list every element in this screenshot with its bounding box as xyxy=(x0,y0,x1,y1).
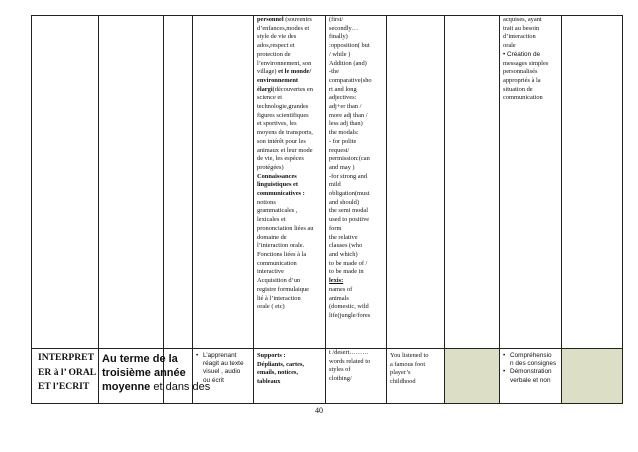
competence-title-line: ET l’ECRIT xyxy=(38,381,90,392)
text-line xyxy=(257,260,322,269)
line-text: to be made of / xyxy=(329,259,368,267)
text-line xyxy=(329,349,383,358)
text-line xyxy=(257,33,322,42)
text-line xyxy=(257,378,322,387)
curriculum-table xyxy=(31,15,623,404)
text-line xyxy=(390,361,441,370)
text-line xyxy=(257,60,322,69)
line-text: the relative xyxy=(329,233,358,241)
text-line xyxy=(257,303,322,312)
cell-objectifs xyxy=(193,349,254,404)
composante-title-line xyxy=(102,366,186,380)
text-line xyxy=(503,42,558,51)
competence-title-line: INTERPRET xyxy=(38,352,94,363)
page-number: 40 xyxy=(315,406,323,415)
text-line xyxy=(257,352,322,361)
line-text: protégées) xyxy=(257,163,284,171)
text-line xyxy=(390,378,441,387)
line-text: and which) xyxy=(329,250,358,258)
line-text: lexicales et xyxy=(257,216,286,224)
line-text: et sportives, les xyxy=(257,120,297,128)
composante-title-line xyxy=(102,380,211,394)
text-line xyxy=(503,94,558,103)
cell-competence-title xyxy=(32,349,99,404)
line-text: son intérêt pour les xyxy=(257,137,306,145)
line-text: personnel xyxy=(257,16,284,23)
cell-composante xyxy=(99,16,164,349)
text-line xyxy=(329,268,383,277)
text-line xyxy=(329,51,383,60)
line-text: environnement xyxy=(257,76,299,84)
text-line xyxy=(257,181,322,190)
text-line xyxy=(257,173,322,182)
line-text: communication xyxy=(503,94,543,102)
text-line xyxy=(257,361,322,370)
line-text: obligation(must xyxy=(329,190,370,198)
text-line xyxy=(329,164,383,173)
line-text: appropriés à la xyxy=(503,76,541,84)
line-text: emails, notices, xyxy=(257,369,298,377)
line-text: Connaissances xyxy=(257,172,297,180)
text-line xyxy=(257,277,322,286)
text-line xyxy=(257,216,322,225)
line-text: communication xyxy=(257,259,297,267)
text-line xyxy=(503,68,558,77)
line-text: animaux et leur mode xyxy=(257,146,313,154)
line-text: animals xyxy=(329,294,349,302)
cell-situation xyxy=(387,349,445,404)
text-line xyxy=(503,86,558,95)
cell-ressources xyxy=(254,16,326,349)
text-line xyxy=(503,377,558,385)
cell-competence xyxy=(32,16,99,349)
line-text: :opposition( but xyxy=(329,42,370,50)
line-text: less adj than) xyxy=(329,120,363,128)
line-text: Acquisition d’un xyxy=(257,277,301,285)
text-line xyxy=(329,94,383,103)
line-text: a famous foot xyxy=(390,360,426,368)
text-line xyxy=(329,173,383,182)
line-text: trait au besoin xyxy=(503,24,540,32)
line-text: Addition (and) xyxy=(329,59,367,67)
line-text: used to positive xyxy=(329,216,370,224)
text-line xyxy=(257,155,322,164)
line-text: orale xyxy=(503,42,516,50)
line-text: troisième année xyxy=(102,367,186,379)
line-text: acquises, ayant xyxy=(503,16,542,23)
line-text: protection de xyxy=(257,50,291,58)
text-line xyxy=(257,234,322,243)
line-text: personnalisés xyxy=(503,68,538,76)
line-text: l’interaction orale. xyxy=(257,242,305,250)
line-text: and should) xyxy=(329,198,359,206)
text-line xyxy=(329,25,383,34)
text-line xyxy=(390,369,441,378)
text-line xyxy=(503,33,558,42)
text-line xyxy=(329,16,383,25)
line-text: tableaux xyxy=(257,378,281,386)
text-line xyxy=(257,77,322,86)
line-text: and may ) xyxy=(329,163,355,171)
text-line xyxy=(257,147,322,156)
line-text: request/ xyxy=(329,146,350,154)
line-text: mild xyxy=(329,181,341,189)
line-text-suffix: (souvenirs xyxy=(283,16,312,23)
line-text: science et xyxy=(257,94,283,102)
text-line xyxy=(196,352,250,360)
text-line xyxy=(329,68,383,77)
text-line xyxy=(257,51,322,60)
line-text: domaine de xyxy=(257,233,287,241)
line-text: d’enfances,modes et xyxy=(257,24,310,32)
line-text: comparative(sho xyxy=(329,76,372,84)
line-text: verbale et non xyxy=(510,376,551,384)
text-line xyxy=(390,352,441,361)
text-line xyxy=(503,16,558,25)
line-text: form xyxy=(329,224,342,232)
line-text-suffix: et le monde/ xyxy=(278,68,312,76)
text-line xyxy=(329,375,383,384)
line-text: village) xyxy=(257,68,279,76)
text-line xyxy=(329,181,383,190)
text-line xyxy=(257,129,322,138)
cell-criteres xyxy=(500,16,562,349)
bullet-icon: • xyxy=(503,352,506,359)
bullet-icon: • xyxy=(196,352,199,359)
text-line xyxy=(257,295,322,304)
line-text: situation de xyxy=(503,85,533,93)
line-text: Supports : xyxy=(257,352,286,359)
text-line xyxy=(257,68,322,77)
line-text: orale ( etc) xyxy=(257,303,285,311)
text-line xyxy=(329,225,383,234)
line-text: t /desert……… xyxy=(329,349,369,356)
text-line xyxy=(257,164,322,173)
text-line xyxy=(503,360,558,368)
text-line xyxy=(257,199,322,208)
line-text: notions xyxy=(257,198,276,206)
line-text: l’environnement, son xyxy=(257,59,312,67)
text-line xyxy=(196,360,250,368)
line-text-suffix: (découvertes en xyxy=(272,85,313,93)
text-line xyxy=(329,295,383,304)
line-text: linguistiques et xyxy=(257,181,299,189)
text-line xyxy=(329,277,383,286)
line-text: childhood xyxy=(390,378,416,386)
line-text: d’interaction xyxy=(503,33,536,41)
text-line xyxy=(329,86,383,95)
bullet-icon: • xyxy=(503,368,506,376)
line-text: Au terme de la xyxy=(102,353,178,365)
line-text: Fonctions liées à la xyxy=(257,250,307,258)
line-text: lexis: xyxy=(329,277,344,285)
cell-blank-3 xyxy=(562,16,623,349)
line-text: adj+er than / xyxy=(329,103,362,111)
text-line xyxy=(503,60,558,69)
text-line xyxy=(196,368,250,376)
line-text: ou écrit xyxy=(203,376,224,384)
text-line xyxy=(329,234,383,243)
text-line xyxy=(257,251,322,260)
text-line xyxy=(257,16,322,25)
text-line xyxy=(257,138,322,147)
text-line xyxy=(329,120,383,129)
text-line xyxy=(329,207,383,216)
text-line xyxy=(503,368,558,376)
composante-title-line xyxy=(102,352,178,366)
text-line xyxy=(329,77,383,86)
line-text: / while ) xyxy=(329,50,351,58)
text-line xyxy=(257,120,322,129)
line-text: the semi modal xyxy=(329,207,369,215)
text-line xyxy=(329,260,383,269)
text-line xyxy=(329,42,383,51)
line-text: finally) xyxy=(329,33,348,41)
line-text: figures scientifiques xyxy=(257,111,309,119)
line-text: permission:(can xyxy=(329,155,370,163)
text-line xyxy=(329,242,383,251)
line-text: Dépliants, cartes, xyxy=(257,360,305,368)
text-line xyxy=(503,77,558,86)
cell-highlight xyxy=(445,349,500,404)
cell-highlight-2 xyxy=(562,349,623,404)
competence-title-line: ER à l’ ORAL xyxy=(38,366,97,378)
text-line xyxy=(329,103,383,112)
line-text: You listened to xyxy=(390,352,429,359)
text-line xyxy=(257,190,322,199)
line-text: n des consignes xyxy=(510,360,557,368)
text-line xyxy=(329,155,383,164)
table-row xyxy=(32,16,623,349)
text-line xyxy=(329,286,383,295)
line-text: secondly… xyxy=(329,24,359,32)
text-line xyxy=(257,225,322,234)
cell-blank xyxy=(164,16,193,349)
line-text: the modals: xyxy=(329,129,359,137)
line-text: réagit au texte xyxy=(203,360,244,368)
line-text: player’s xyxy=(390,369,411,377)
line-text: lié à l’interaction xyxy=(257,294,301,302)
line-text: words related to xyxy=(329,357,371,365)
line-text: Compréhensio xyxy=(510,352,552,359)
text-line xyxy=(257,268,322,277)
line-text: prononciation liées au xyxy=(257,224,314,232)
line-text: visuel , audio xyxy=(203,368,241,376)
text-line xyxy=(257,25,322,34)
line-text: L’apprenant xyxy=(203,352,237,359)
cell-ressources-langue xyxy=(326,16,387,349)
text-line xyxy=(257,94,322,103)
text-line xyxy=(329,60,383,69)
text-line xyxy=(196,377,250,385)
cell-supports xyxy=(254,349,326,404)
text-line xyxy=(503,25,558,34)
cell-criteres xyxy=(500,349,562,404)
text-line xyxy=(503,51,558,60)
line-text: - for polite xyxy=(329,137,357,145)
text-line xyxy=(257,86,322,95)
text-line xyxy=(257,242,322,251)
text-line xyxy=(329,199,383,208)
text-line xyxy=(329,147,383,156)
line-text: to be made in xyxy=(329,268,364,276)
text-line xyxy=(329,129,383,138)
text-line xyxy=(329,190,383,199)
cell-composante-title xyxy=(99,349,211,404)
line-text: adjectives: xyxy=(329,94,357,102)
line-text: clauses (who xyxy=(329,242,363,250)
line-text: Démonstration xyxy=(510,368,552,376)
text-line xyxy=(257,112,322,121)
text-line xyxy=(329,138,383,147)
line-text: more adj than / xyxy=(329,111,368,119)
cell-situation xyxy=(387,16,445,349)
line-text: grammaticales , xyxy=(257,207,298,215)
text-line xyxy=(503,352,558,360)
line-text: élargi xyxy=(257,85,273,93)
line-text: (first/ xyxy=(329,16,344,23)
line-text: names of xyxy=(329,285,353,293)
text-line xyxy=(329,303,383,312)
text-line xyxy=(329,312,383,321)
cell-objectifs xyxy=(193,16,254,349)
text-line xyxy=(257,207,322,216)
line-text: technologie,grandes xyxy=(257,103,309,111)
line-text: style de vie des xyxy=(257,33,297,41)
line-text: styles of xyxy=(329,366,351,374)
text-line xyxy=(257,286,322,295)
line-text: moyenne xyxy=(102,381,151,393)
text-line xyxy=(257,369,322,378)
line-text: • Création de xyxy=(503,50,541,58)
line-text: (domestic, wild xyxy=(329,303,369,311)
line-text: moyens de transports, xyxy=(257,129,313,137)
line-text-suffix: et dans des xyxy=(150,381,211,393)
text-line xyxy=(257,42,322,51)
line-text: interactive xyxy=(257,268,284,276)
cell-lexis xyxy=(326,349,387,404)
line-text: clothing/ xyxy=(329,375,352,383)
text-line xyxy=(329,112,383,121)
text-line xyxy=(329,366,383,375)
line-text: -for strong and xyxy=(329,172,367,180)
text-line xyxy=(329,358,383,367)
line-text: registre formulaique xyxy=(257,285,309,293)
line-text: rt and long xyxy=(329,85,357,93)
line-text: communicatives : xyxy=(257,190,305,198)
cell-blank-2 xyxy=(445,16,500,349)
line-text: -the xyxy=(329,68,339,76)
table-row xyxy=(32,349,623,404)
line-text: messages simples xyxy=(503,59,549,67)
text-line xyxy=(329,251,383,260)
text-line xyxy=(329,33,383,42)
text-line xyxy=(257,103,322,112)
line-text: ados,respect et xyxy=(257,42,295,50)
text-line xyxy=(329,216,383,225)
line-text: life(jungle/fores xyxy=(329,311,371,319)
line-text: de vie, les espèces xyxy=(257,155,304,163)
